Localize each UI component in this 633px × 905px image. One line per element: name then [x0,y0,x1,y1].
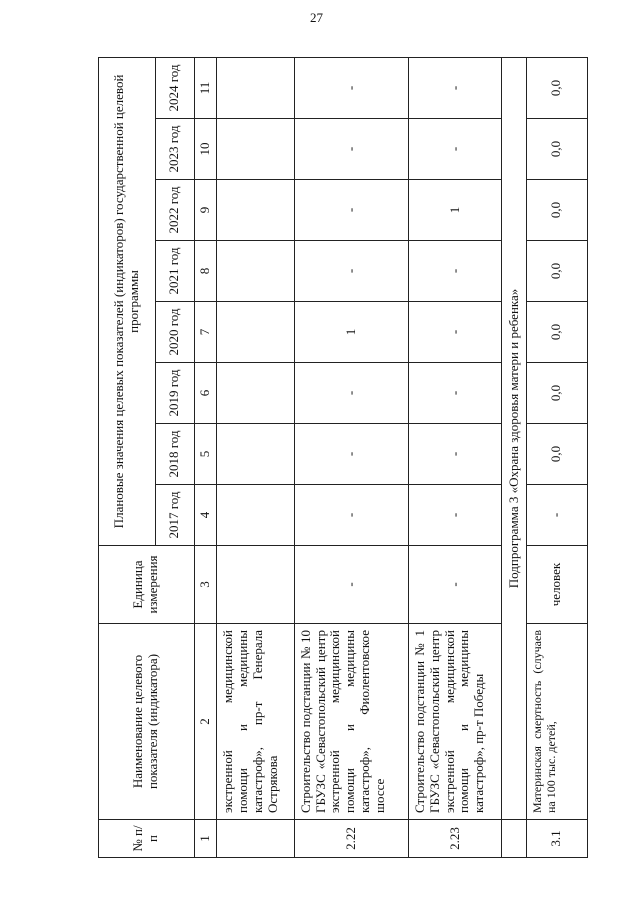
index-cell: 11 [194,57,216,118]
value-cell: - [408,424,502,485]
value-cell: 1 [408,180,502,241]
value-cell [217,57,294,118]
index-cell: 4 [194,485,216,546]
value-cell: 0,0 [526,57,587,118]
table-row [526,57,587,857]
value-cell [217,180,294,241]
value-cell: 0,0 [526,180,587,241]
page-number: 27 [310,10,323,25]
subprogram-title: Подпрограмма 3 «Охрана здоровья матери и ребенка» [502,57,526,819]
index-cell: 6 [194,363,216,424]
index-cell: 10 [194,119,216,180]
row-num: 2.22 [294,820,408,858]
header-unit: Единица измерения [99,546,195,624]
value-cell: 0,0 [526,424,587,485]
value-cell: - [294,180,408,241]
year-2023: 2023 год [156,119,195,180]
value-cell: 0,0 [526,302,587,363]
index-cell: 2 [194,624,216,820]
value-cell: - [408,241,502,302]
value-cell [217,119,294,180]
subprogram-num [502,820,526,858]
header-row-top [99,57,156,857]
value-cell: - [294,57,408,118]
row-num: 2.23 [408,820,502,858]
table-row [217,57,294,857]
value-cell [217,302,294,363]
year-2021: 2021 год [156,241,195,302]
value-cell: 0,0 [526,363,587,424]
index-cell: 1 [194,820,216,858]
value-cell: - [294,485,408,546]
year-2022: 2022 год [156,180,195,241]
subprogram-row [502,57,526,857]
value-cell: 0,0 [526,241,587,302]
row-unit [217,546,294,624]
table-row [408,57,502,857]
value-cell: - [408,485,502,546]
year-2024: 2024 год [156,57,195,118]
header-num: № п/п [99,820,195,858]
value-cell [217,424,294,485]
row-unit: - [294,546,408,624]
value-cell: 1 [294,302,408,363]
year-2020: 2020 год [156,302,195,363]
table-row [294,57,408,857]
value-cell: - [408,363,502,424]
row-unit: - [408,546,502,624]
index-cell: 7 [194,302,216,363]
value-cell: - [294,424,408,485]
year-2019: 2019 год [156,363,195,424]
value-cell [217,363,294,424]
index-cell: 5 [194,424,216,485]
value-cell [217,485,294,546]
row-num: 3.1 [526,820,587,858]
index-cell: 8 [194,241,216,302]
row-name: Материнская смертность (случаев на 100 тыс. детей, [526,624,587,820]
row-name: экстренной медицинской помощи и медицины катастроф», пр-т Генерала Острякова [217,624,294,820]
value-cell: - [294,119,408,180]
rotated-table-wrapper [98,58,588,858]
row-name: Строительство подстанции № 10 ГБУЗС «Севастопольский центр экстренной медицинской помощи и медицины катастроф», Фиолентовское шоссе [294,624,408,820]
value-cell: - [408,57,502,118]
index-cell: 9 [194,180,216,241]
index-row [194,57,216,857]
value-cell: - [294,363,408,424]
value-cell: - [526,485,587,546]
year-2018: 2018 год [156,424,195,485]
value-cell [217,241,294,302]
value-cell: - [294,241,408,302]
index-cell: 3 [194,546,216,624]
row-unit: человек [526,546,587,624]
value-cell: - [408,302,502,363]
indicators-table [98,57,588,858]
value-cell: - [408,119,502,180]
row-num [217,820,294,858]
year-2017: 2017 год [156,485,195,546]
value-cell: 0,0 [526,119,587,180]
row-name: Строительство подстанции № 1 ГБУЗС «Севастопольский центр экстренной медицинской помощи и медицины катастроф», пр-т Победы [408,624,502,820]
header-planned: Плановые значения целевых показателей (индикаторов) государственной целевой программы [99,57,156,545]
header-name: Наименование целевого показателя (индикатора) [99,624,195,820]
